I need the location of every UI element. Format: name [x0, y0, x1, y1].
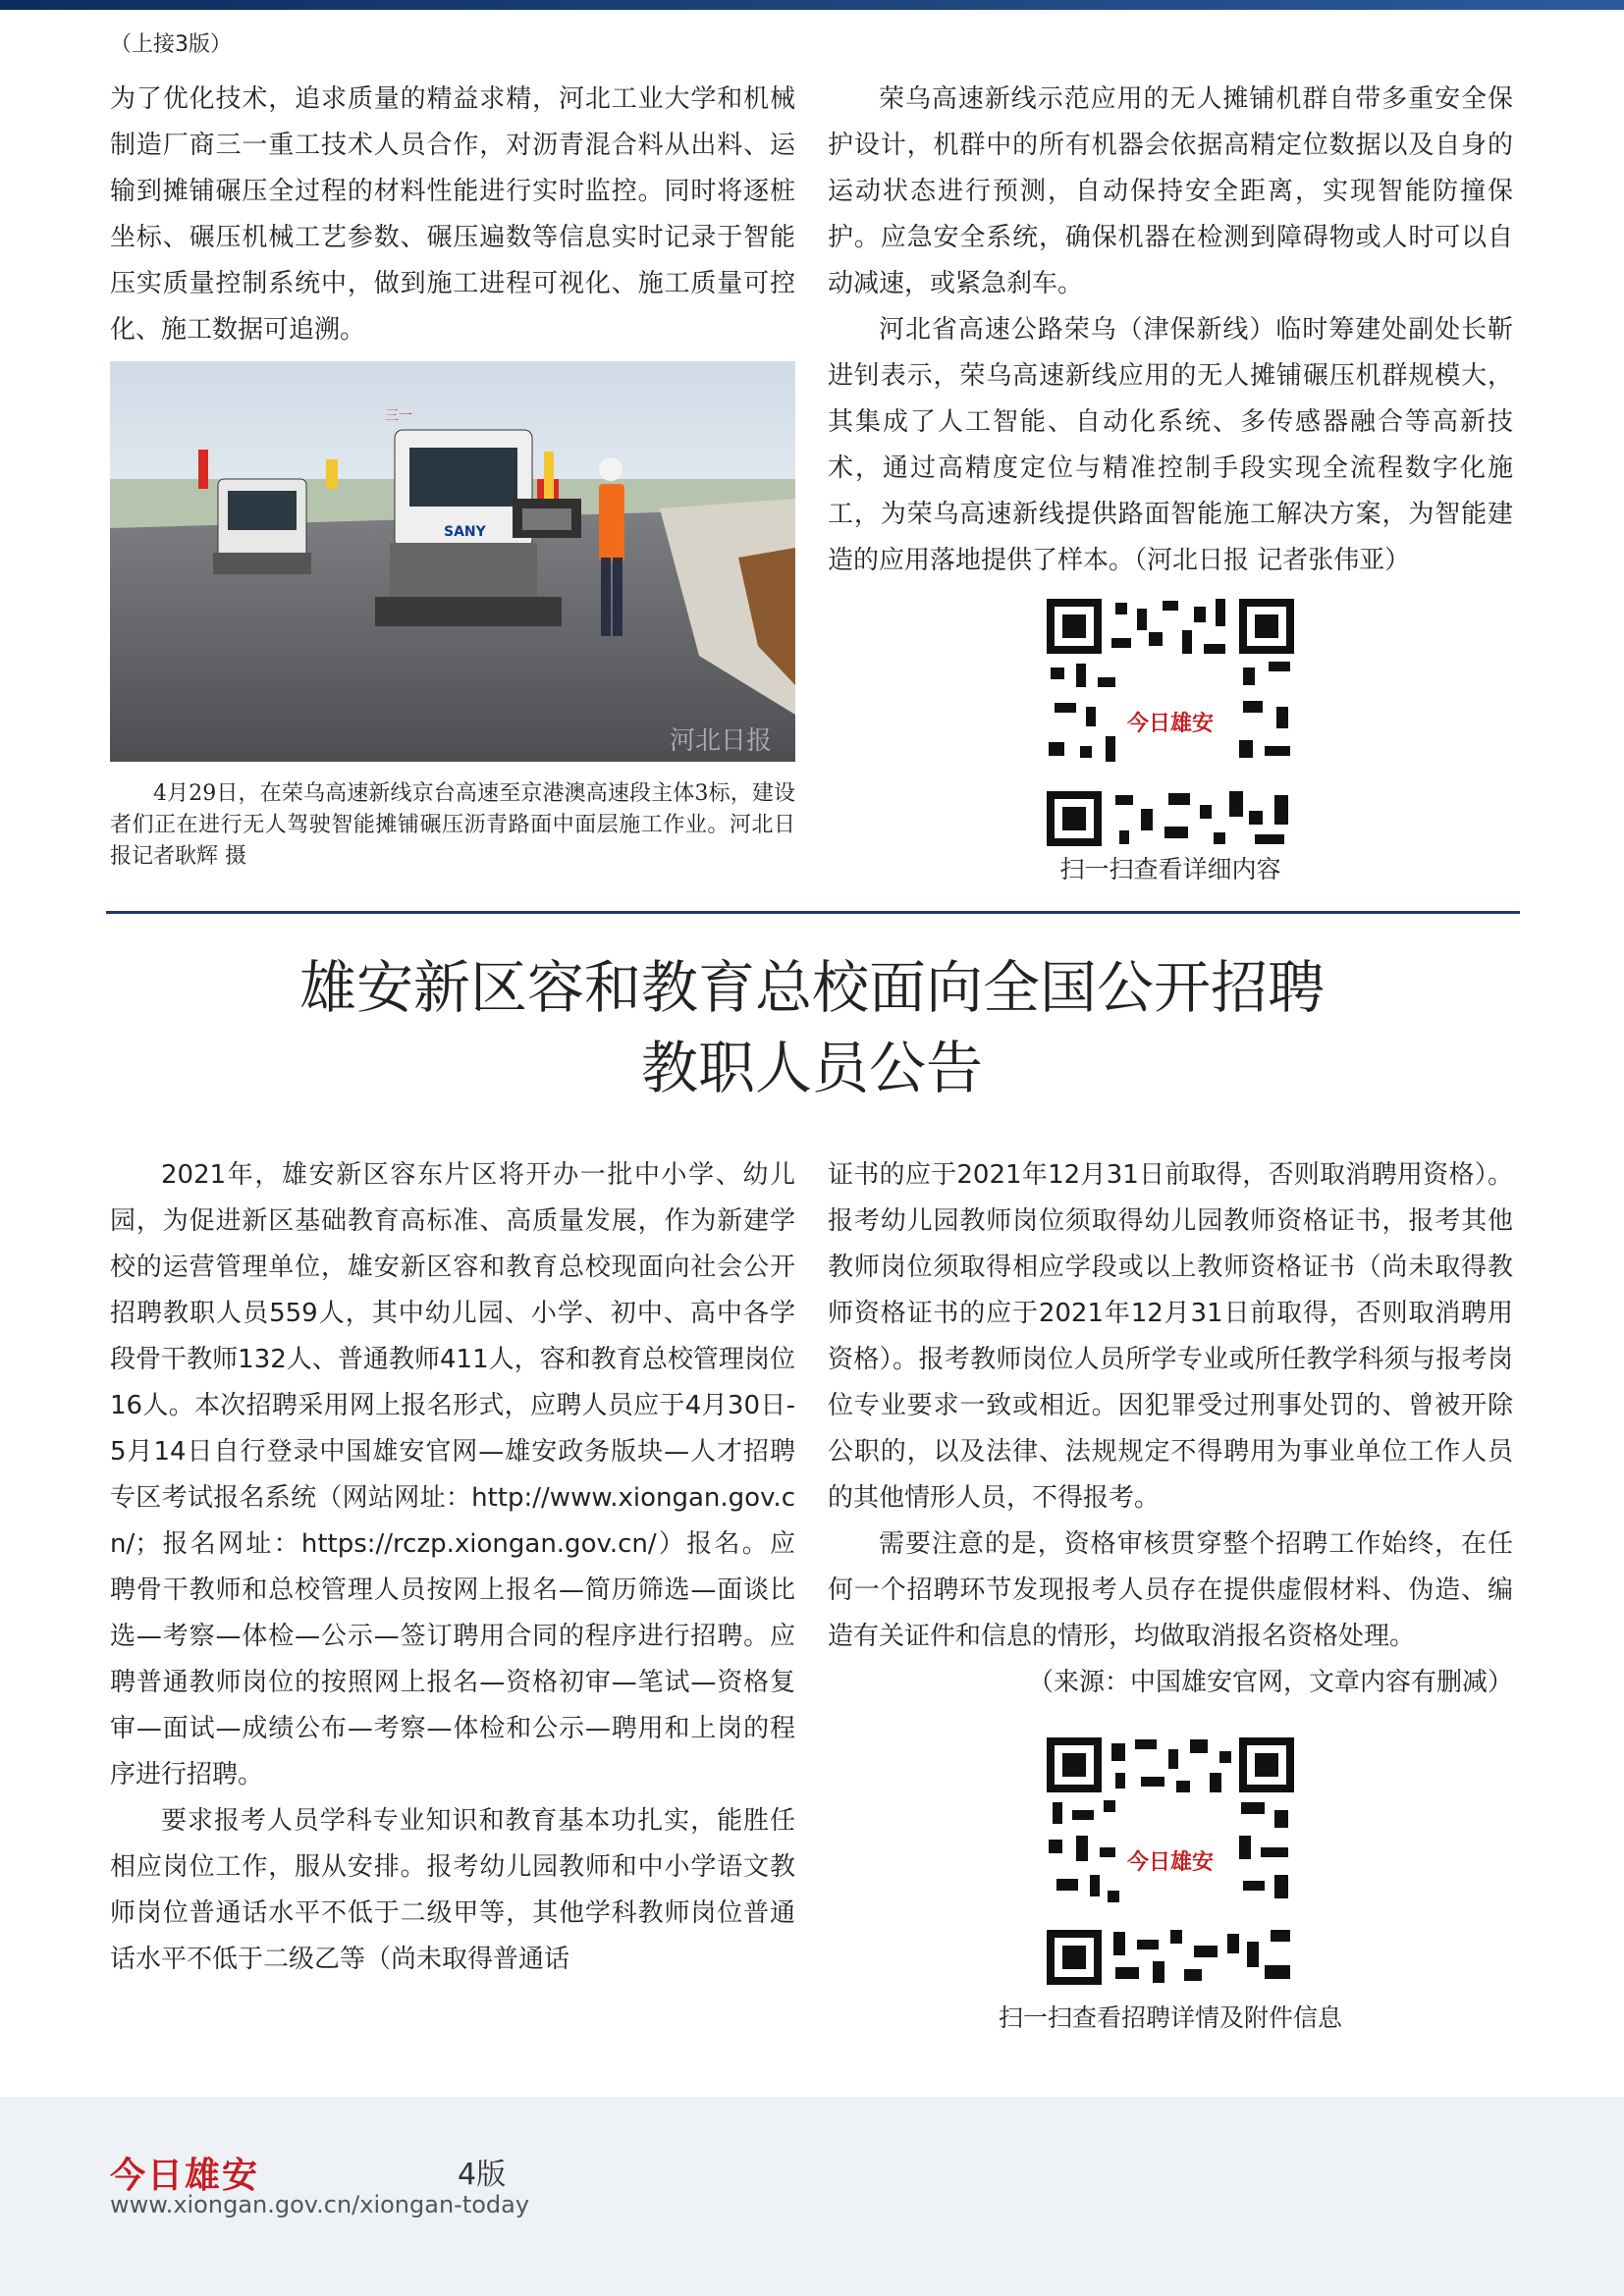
qr-code-details[interactable]: [1047, 599, 1294, 850]
article1-paragraph: 荣乌高速新线示范应用的无人摊铺机群自带多重安全保护设计，机群中的所有机器会依据高精定位数据以及自身的运动状态进行预测，自动保持安全距离，实现智能防撞保护。应急安全系统，确保机器在检测到障碍物或人时可以自动减速，或紧急刹车。: [828, 84, 1513, 298]
headline-line-1: 雄安新区容和教育总校面向全国公开招聘: [298, 954, 1325, 1021]
top-color-bar: [0, 0, 1624, 10]
qr-label-details: 扫一扫查看详细内容: [1059, 855, 1281, 883]
photo-watermark: 河北日报: [670, 726, 773, 756]
article2-left-column: [110, 1152, 795, 1983]
article1-paragraph: 为了优化技术，追求质量的精益求精，河北工业大学和机械制造厂商三一重工技术人员合作，对沥青混合料从出料、运输到摊铺碾压全过程的材料性能进行实时监控。同时将逐桩坐标、碾压机械工艺参数、碾压遍数等信息实时记录于智能压实质量控制系统中，做到施工进程可视化、施工质量可控化、施工数据可追溯。: [110, 84, 795, 345]
road-paving-illustration: [110, 361, 795, 762]
construction-photo: [110, 361, 795, 762]
headline-line-2: 教职人员公告: [640, 1035, 983, 1101]
publication-logo: 今日雄安: [110, 2155, 260, 2196]
article2-paragraph: 2021年，雄安新区容东片区将开办一批中小学、幼儿园，为促进新区基础教育高标准、高质量发展，作为新建学校的运营管理单位，雄安新区容和教育总校现面向社会公开招聘教职人员559人，其中幼儿园、小学、初中、高中各学段骨干教师132人、普通教师411人，容和教育总校管理岗位16人。本次招聘采用网上报名形式，应聘人员应于4月30日-5月14日自行登录中国雄安官网—雄安政务版块—人才招聘专区考试报名系统（网站网址：http://www.xiongan.gov.cn/；报名网址：https://rczp.xiongan.gov.cn/）报名。应聘骨干教师和总校管理人员按网上报名—简历筛选—面谈比选—考察—体检—公示—签订聘用合同的程序进行招聘。应聘普通教师岗位的按照网上报名—资格初审—笔试—资格复审—面试—成绩公布—考察—体检和公示—聘用和上岗的程序进行招聘。: [110, 1160, 795, 1789]
qr-code-recruitment[interactable]: [1047, 1737, 1294, 1989]
continued-from-label: （上接3版）: [110, 32, 232, 57]
article1-left-column: [110, 77, 795, 353]
qr-label-recruitment: 扫一扫查看招聘详情及附件信息: [998, 2003, 1342, 2032]
section-divider: [106, 911, 1520, 914]
article2-headline: [0, 947, 1624, 1108]
qr-code-icon: [1047, 1737, 1294, 1985]
article2-paragraph: 证书的应于2021年12月31日前取得，否则取消聘用资格）。报考幼儿园教师岗位须取得幼儿园教师资格证书，报考其他教师岗位须取得相应学段或以上教师资格证书（尚未取得教师资格证书的应于2021年12月31日前取得，否则取消聘用资格）。报考教师岗位人员所学专业或所任教学科须与报考岗位专业要求一致或相近。因犯罪受过刑事处罚的、曾被开除公职的，以及法律、法规规定不得聘用为事业单位工作人员的其他情形人员，不得报考。: [828, 1160, 1513, 1513]
qr-code-icon: [1047, 599, 1294, 846]
article2-source: （来源：中国雄安官网，文章内容有删减）: [1027, 1668, 1513, 1697]
flag-text: 三一: [385, 408, 412, 424]
article1-right-column: [828, 77, 1513, 584]
page-number: 4版: [458, 2158, 507, 2192]
footer-url[interactable]: www.xiongan.gov.cn/xiongan-today: [110, 2191, 530, 2218]
qr-center-logo: 今日雄安: [1126, 711, 1215, 736]
photo-caption-text: 4月29日，在荣乌高速新线京台高速至京港澳高速段主体3标，建设者们正在进行无人驾驶智能摊铺碾压沥青路面中面层施工作业。河北日报记者耿辉 摄: [110, 781, 795, 869]
article2-paragraph: 要求报考人员学科专业知识和教育基本功扎实，能胜任相应岗位工作，服从安排。报考幼儿园教师和中小学语文教师岗位普通话水平不低于二级甲等，其他学科教师岗位普通话水平不低于二级乙等（尚未取得普通话: [110, 1806, 795, 1974]
roller-brand-label: SANY: [444, 524, 486, 540]
qr-center-logo: 今日雄安: [1126, 1849, 1215, 1875]
article1-paragraph: 河北省高速公路荣乌（津保新线）临时筹建处副处长靳进钊表示，荣乌高速新线应用的无人摊铺碾压机群规模大，其集成了人工智能、自动化系统、多传感器融合等高新技术，通过高精度定位与精准控制手段实现全流程数字化施工，为荣乌高速新线提供路面智能施工解决方案，为智能建造的应用落地提供了样本。（河北日报 记者张伟亚）: [828, 315, 1513, 575]
article2-paragraph: 需要注意的是，资格审核贯穿整个招聘工作始终，在任何一个招聘环节发现报考人员存在提供虚假材料、伪造、编造有关证件和信息的情形，均做取消报名资格处理。: [828, 1529, 1513, 1651]
article2-right-column: [828, 1152, 1513, 1706]
photo-caption: [110, 778, 795, 873]
